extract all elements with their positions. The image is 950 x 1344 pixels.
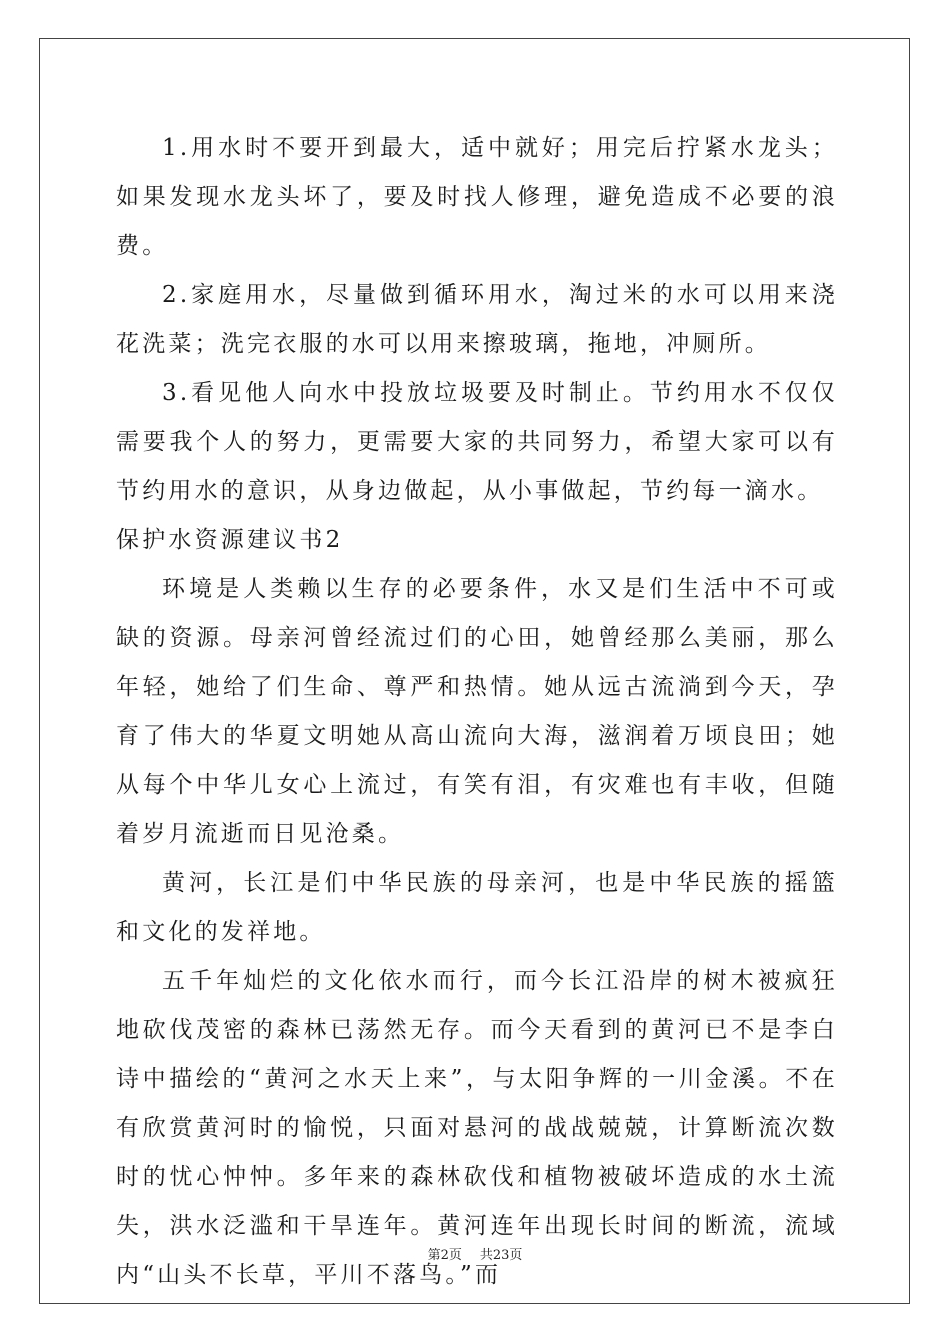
paragraph-environment: 环境是人类赖以生存的必要条件，水又是们生活中不可或缺的资源。母亲河曾经流过们的心田，她曾经那么美丽，那么年轻，她给了们生命、尊严和热情。她从远古流淌到今天，孕育了伟大的华夏文明她从高山流向大海，滋润着万顷良田；她从每个中华儿女心上流过，有笑有泪，有灾难也有丰收，但随着岁月流逝而日见沧桑。 — [116, 576, 838, 847]
paragraph-water-tip-1: 1.用水时不要开到最大，适中就好；用完后拧紧水龙头；如果发现水龙头坏了，要及时找人修理，避免造成不必要的浪费。 — [116, 135, 838, 259]
page-total: 共23页 — [479, 1248, 523, 1263]
paragraph-civilization: 五千年灿烂的文化依水而行，而今长江沿岸的树木被疯狂地砍伐茂密的森林已荡然无存。而今天看到的黄河已不是李白诗中描绘的“黄河之水天上来”，与太阳争辉的一川金溪。不在有欣赏黄河时的愉悦，只面对悬河的战战兢兢，计算断流次数时的忧心忡忡。多年来的森林砍伐和植物被破坏造成的水土流失，洪水泛滥和干旱连年。黄河连年出现长时间的断流，流域内“山头不长草，平川不落鸟。”而 — [116, 968, 838, 1288]
page-number: 第2页 — [427, 1248, 462, 1263]
paragraph-water-tip-3: 3.看见他人向水中投放垃圾要及时制止。节约用水不仅仅需要我个人的努力，更需要大家的共同努力，希望大家可以有节约用水的意识，从身边做起，从小事做起，节约每一滴水。 — [116, 380, 838, 504]
document-body — [116, 124, 838, 1300]
section-heading: 保护水资源建议书2 — [116, 527, 344, 553]
paragraph-mother-rivers: 黄河，长江是们中华民族的母亲河，也是中华民族的摇篮和文化的发祥地。 — [116, 870, 838, 945]
paragraph-water-tip-2: 2.家庭用水，尽量做到循环用水，淘过米的水可以用来浇花洗菜；洗完衣服的水可以用来擦玻璃，拖地，冲厕所。 — [116, 282, 838, 357]
page-footer — [0, 1244, 950, 1263]
